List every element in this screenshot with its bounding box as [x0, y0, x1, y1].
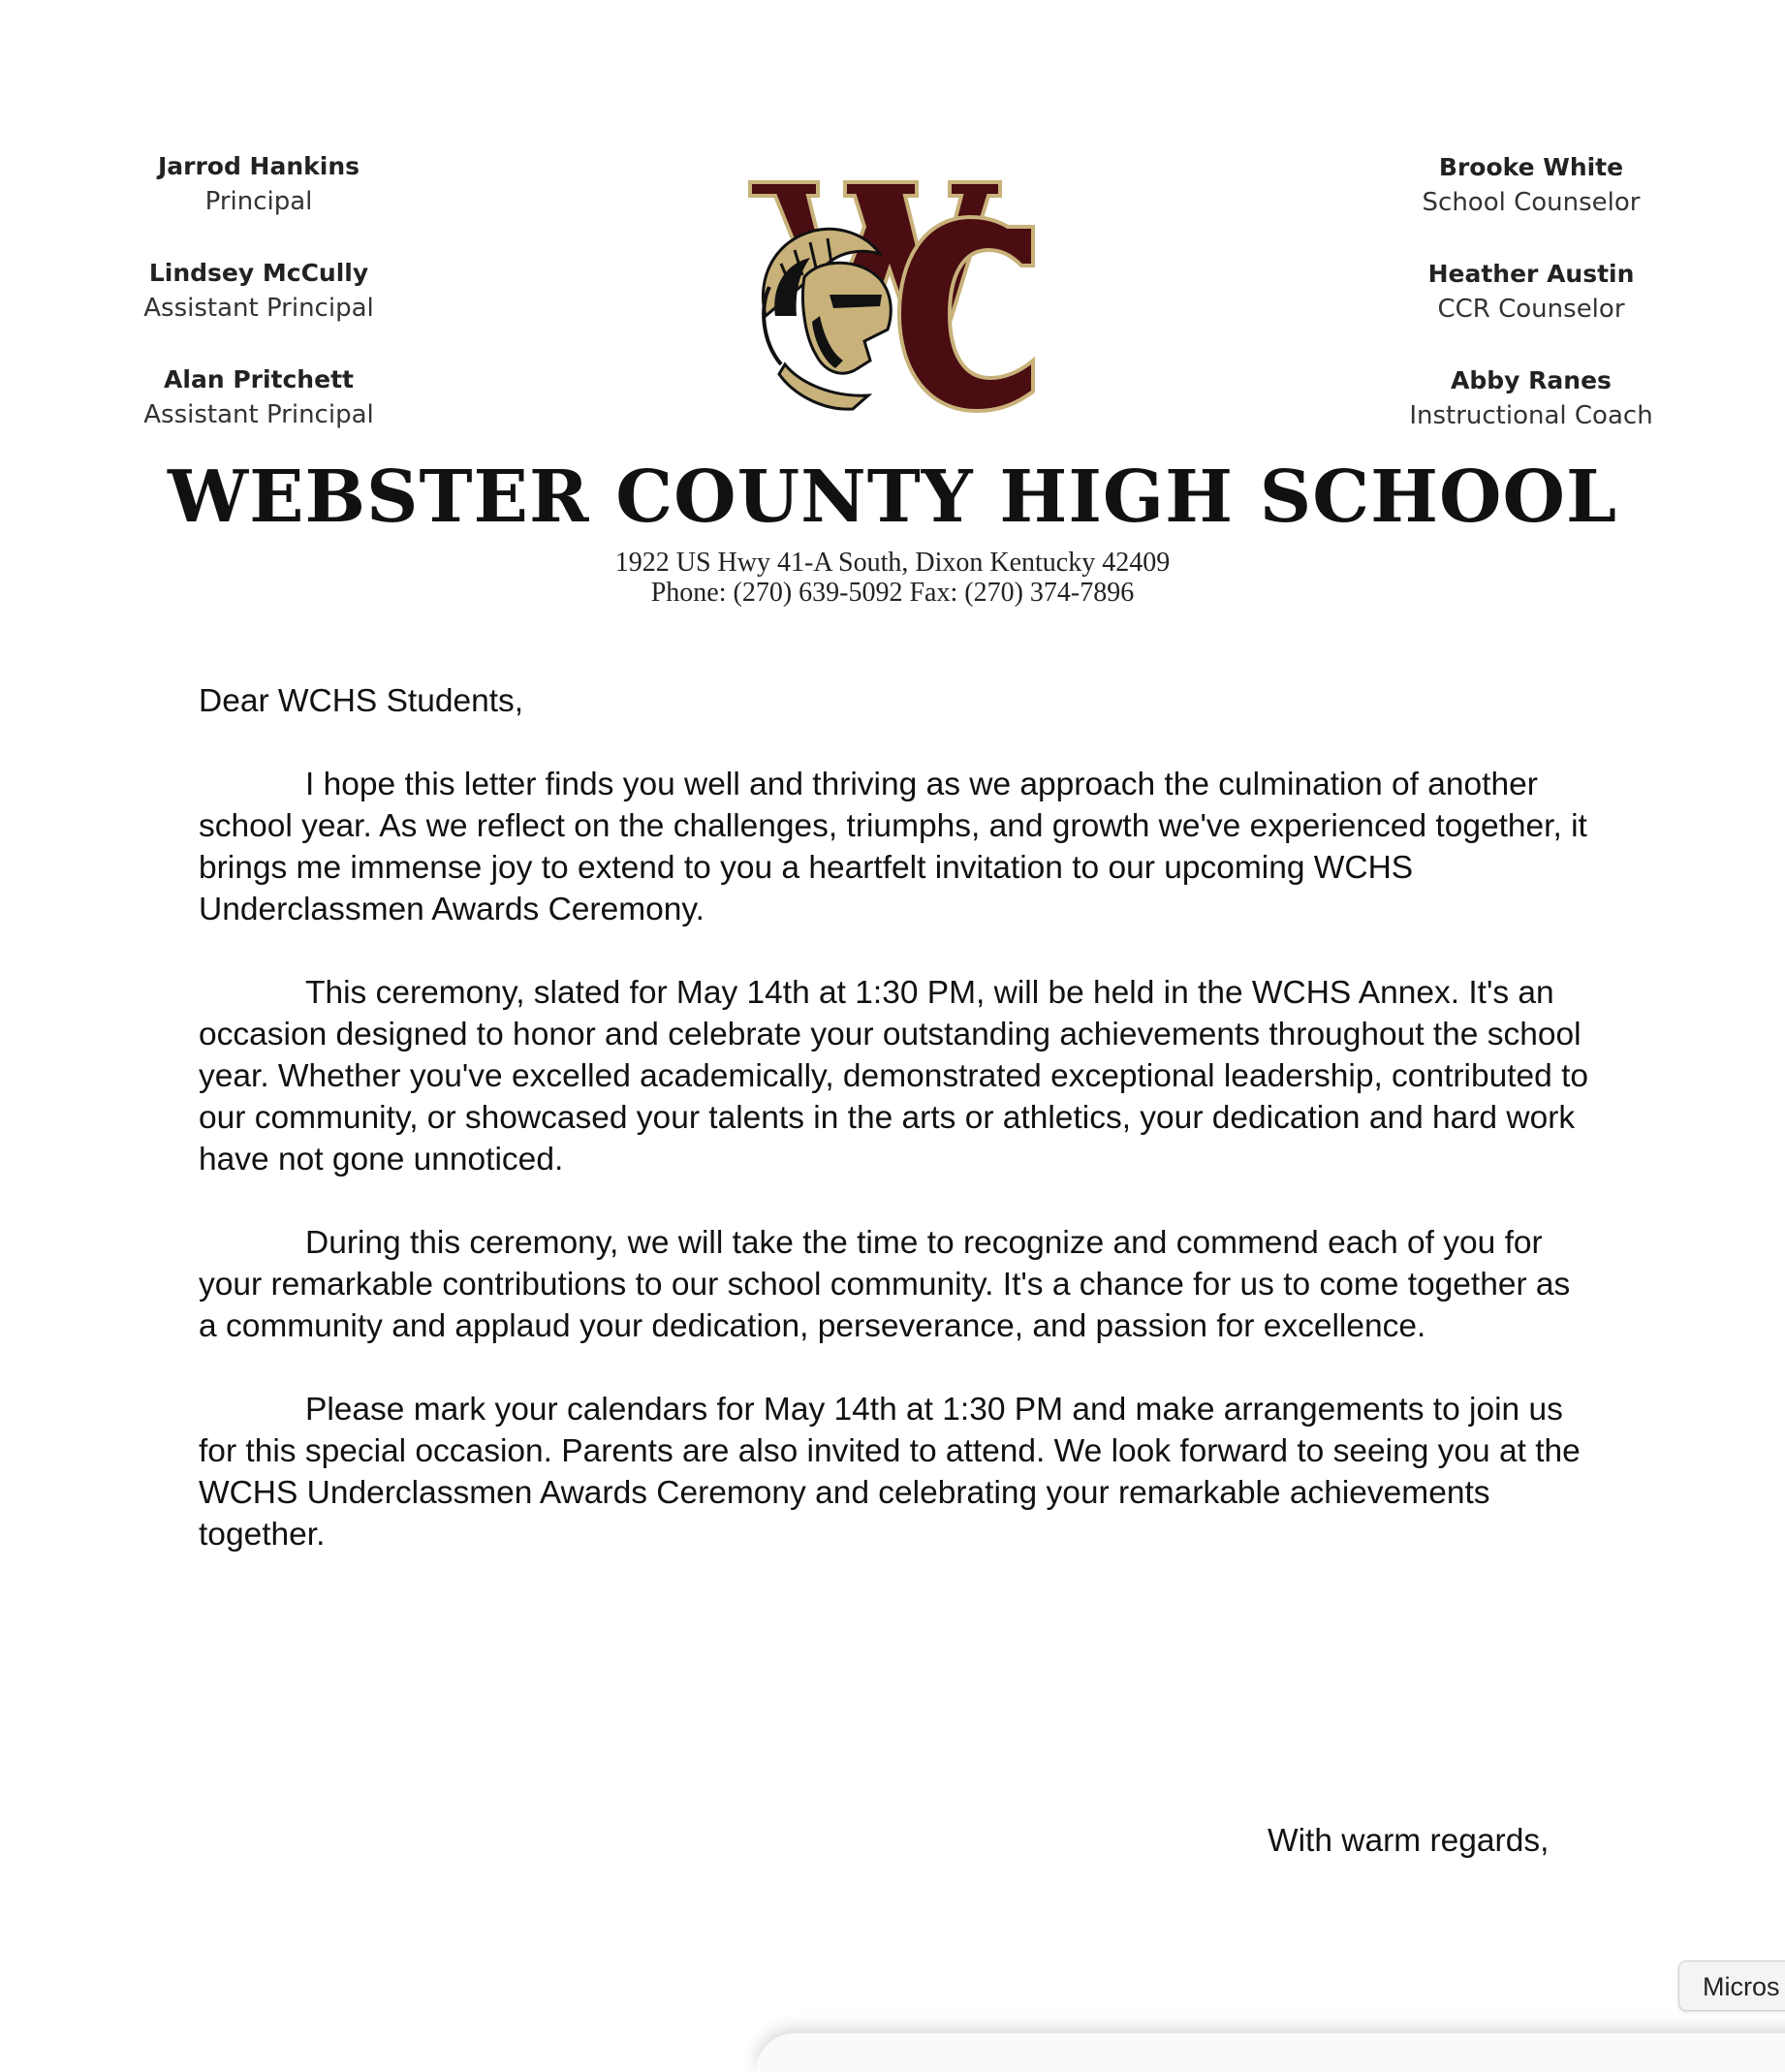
- letter-paragraph: I hope this letter finds you well and thriving as we approach the culmination of another school year. As we reflect on the challenges, triumphs, and growth we've experienced together, it brings me immense joy to extend to you a heartfelt invitation to our upcoming WCHS Underclassmen Awards Ceremony.: [199, 767, 1587, 927]
- staff-entry: [1366, 363, 1696, 433]
- staff-role: Instructional Coach: [1409, 401, 1653, 430]
- app-taskbar-button[interactable]: Micros: [1678, 1961, 1785, 2011]
- staff-name: Jarrod Hankins: [157, 152, 360, 180]
- staff-entry: [94, 149, 423, 219]
- staff-entry: [1366, 150, 1696, 220]
- letter-paragraph: During this ceremony, we will take the time to recognize and commend each of you for your remarkable contributions to our school community. It's a chance for us to come together as a community and applaud your dedication, perseverance, and passion for excellence.: [199, 1225, 1571, 1344]
- staff-role: School Counselor: [1422, 188, 1641, 217]
- staff-entry: [1366, 257, 1696, 327]
- school-phone-fax: Phone: (270) 639-5092 Fax: (270) 374-7896: [650, 578, 1135, 608]
- letter-paragraph: Please mark your calendars for May 14th at 1:30 PM and make arrangements to join us for this special occasion. Parents are also invited to attend. We look forward to seeing you at the WCHS Underclassmen Awards Ceremony and celebrating your remarkable achievements together.: [199, 1392, 1581, 1553]
- logo-letter-c: [899, 217, 1033, 411]
- letter-body: [199, 680, 1594, 1597]
- school-name: WEBSTER COUNTY HIGH SCHOOL: [167, 455, 1618, 539]
- staff-role: CCR Counselor: [1437, 295, 1625, 324]
- overlay-panel-edge: [756, 2033, 1785, 2072]
- staff-list-right: [1366, 150, 1696, 470]
- staff-name: Lindsey McCully: [148, 259, 369, 287]
- staff-role: Principal: [204, 187, 313, 216]
- staff-name: Brooke White: [1438, 153, 1624, 181]
- staff-entry: [94, 362, 423, 432]
- staff-name: Heather Austin: [1427, 260, 1635, 288]
- letter-closing: With warm regards,: [1268, 1823, 1550, 1859]
- letter-paragraph: This ceremony, slated for May 14th at 1:30 PM, will be held in the WCHS Annex. It's an occasion designed to honor and celebrate your outstanding achievements throughout the school year. Whether you've excelled academically, demonstrated exceptional leadership, contributed to our community, or showcased your talents in the arts or athletics, your dedication and hard work have not gone unnoticed.: [199, 975, 1589, 1177]
- staff-role: Assistant Principal: [143, 294, 374, 323]
- school-logo: [746, 171, 1037, 416]
- staff-entry: [94, 256, 423, 326]
- letter-greeting: Dear WCHS Students,: [199, 683, 524, 719]
- school-address: 1922 US Hwy 41-A South, Dixon Kentucky 42409: [614, 548, 1171, 578]
- staff-name: Abby Ranes: [1451, 366, 1612, 394]
- staff-role: Assistant Principal: [143, 400, 374, 429]
- staff-list-left: [94, 149, 423, 469]
- staff-name: Alan Pritchett: [164, 365, 354, 393]
